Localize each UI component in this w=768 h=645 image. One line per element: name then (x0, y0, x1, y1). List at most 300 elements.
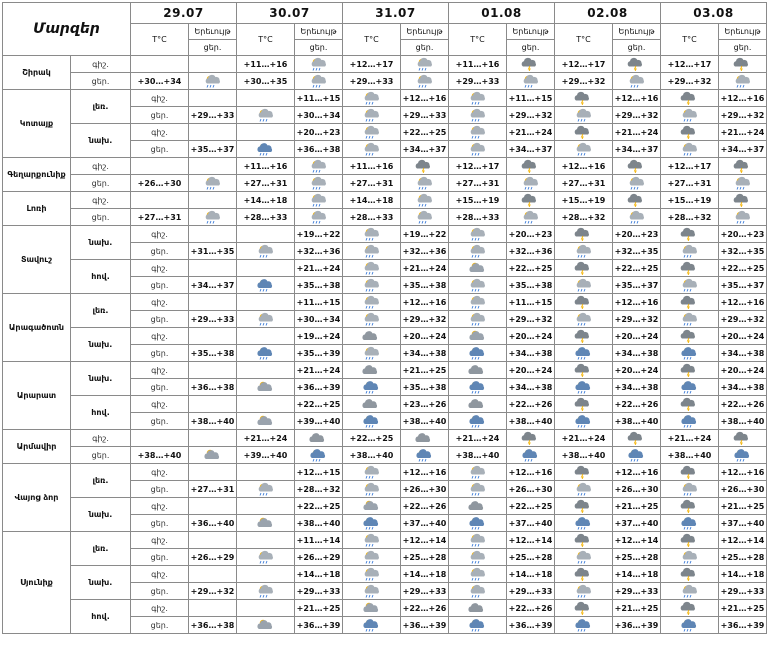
temperature-cell: +27…+31 (449, 175, 507, 192)
temperature-header: T°C (661, 24, 719, 56)
sun-cloud-rain-icon (467, 312, 489, 326)
weather-cell (449, 362, 507, 379)
weather-cell (555, 141, 613, 158)
weather-cell (555, 549, 613, 566)
weather-cell (449, 226, 507, 243)
temperature-cell: +15…+19 (555, 192, 613, 209)
cloud-thunder-icon (732, 193, 754, 207)
temperature-cell: +19…+24 (295, 328, 343, 345)
temperature-cell: +30…+34 (295, 107, 343, 124)
region-name: Սյունիք (3, 532, 71, 634)
temperature-cell: +38…+40 (401, 413, 449, 430)
cloud-icon (467, 363, 489, 377)
temperature-cell: +28…+33 (343, 209, 401, 226)
weather-cell (555, 413, 613, 430)
weather-cell (449, 328, 507, 345)
cloud-thunder-icon (626, 193, 648, 207)
temperature-cell: +39…+40 (237, 447, 295, 464)
sun-cloud-rain-icon (361, 227, 383, 241)
weather-cell (613, 56, 661, 73)
temperature-cell: +14…+18 (719, 566, 767, 583)
temperature-cell: +38…+40 (719, 413, 767, 430)
temperature-cell (189, 600, 237, 617)
daypart-label: ցեր. (131, 379, 189, 396)
weather-cell (507, 56, 555, 73)
weather-cell (661, 600, 719, 617)
temperature-cell: +34…+37 (719, 141, 767, 158)
temperature-cell: +21…+24 (613, 124, 661, 141)
sun-cloud-icon (467, 261, 489, 275)
temperature-cell: +39…+40 (295, 413, 343, 430)
daypart-label: գիշ. (71, 158, 131, 175)
zone-label: լեռ. (71, 464, 131, 498)
sun-cloud-rain-icon (679, 482, 701, 496)
temperature-cell: +26…+29 (295, 549, 343, 566)
table-row (3, 209, 767, 226)
temperature-cell: +36…+40 (189, 515, 237, 532)
cloud-thunder-icon (573, 91, 595, 105)
weather-cell (343, 294, 401, 311)
sun-cloud-rain-icon (467, 584, 489, 598)
cloud-thunder-icon (679, 91, 701, 105)
region-name: Արարատ (3, 362, 71, 430)
sun-cloud-rain-icon (361, 108, 383, 122)
weather-cell (237, 345, 295, 362)
weather-cell (295, 447, 343, 464)
temperature-cell: +34…+38 (719, 379, 767, 396)
cloud-thunder-icon (626, 159, 648, 173)
temperature-cell: +29…+33 (449, 73, 507, 90)
temperature-cell (131, 158, 189, 175)
temperature-cell: +29…+33 (613, 583, 661, 600)
temperature-cell (189, 566, 237, 583)
temperature-cell: +12…+17 (555, 56, 613, 73)
daypart-header: ցեր. (295, 40, 343, 56)
weather-cell (555, 90, 613, 107)
weather-cell (343, 379, 401, 396)
zone-label: նախ. (71, 566, 131, 600)
weather-cell (449, 396, 507, 413)
temperature-cell: +27…+31 (661, 175, 719, 192)
weather-cell (401, 447, 449, 464)
temperature-cell: +11…+16 (343, 158, 401, 175)
sun-cloud-icon (361, 601, 383, 615)
weather-cell (719, 158, 767, 175)
temperature-cell (189, 362, 237, 379)
weather-cell (719, 209, 767, 226)
daypart-label: գիշ. (131, 294, 189, 311)
temperature-cell: +34…+38 (613, 379, 661, 396)
cloud-thunder-icon (626, 57, 648, 71)
temperature-cell: +11…+14 (295, 532, 343, 549)
table-row (3, 430, 767, 447)
sun-cloud-icon (255, 380, 277, 394)
temperature-cell: +12…+16 (719, 464, 767, 481)
zone-label: լեռ. (71, 532, 131, 566)
sun-cloud-rain-icon (308, 176, 330, 190)
temperature-cell: +12…+16 (613, 464, 661, 481)
temperature-cell: +29…+33 (401, 107, 449, 124)
weather-cell (613, 73, 661, 90)
sun-cloud-rain-icon (573, 312, 595, 326)
temperature-cell: +22…+25 (295, 498, 343, 515)
sun-cloud-rain-icon (732, 210, 754, 224)
zone-label: նախ. (71, 498, 131, 532)
temperature-cell: +27…+31 (237, 175, 295, 192)
temperature-cell: +29…+33 (401, 583, 449, 600)
weather-cell (401, 158, 449, 175)
table-row (3, 90, 767, 107)
temperature-cell: +12…+16 (401, 464, 449, 481)
cloud-rain-icon (255, 278, 277, 292)
cloud-thunder-icon (573, 567, 595, 581)
weather-cell (343, 549, 401, 566)
date-header: 02.08 (555, 3, 661, 24)
weather-cell (449, 107, 507, 124)
weather-cell (449, 345, 507, 362)
weather-cell (295, 192, 343, 209)
daypart-label: գիշ. (71, 192, 131, 209)
daypart-header: ցեր. (613, 40, 661, 56)
sun-cloud-rain-icon (361, 261, 383, 275)
temperature-cell: +38…+40 (555, 447, 613, 464)
weather-cell (507, 175, 555, 192)
temperature-cell: +36…+38 (189, 617, 237, 634)
temperature-cell (189, 260, 237, 277)
temperature-cell: +27…+31 (189, 481, 237, 498)
cloud-thunder-icon (679, 125, 701, 139)
zone-label: լեռ. (71, 90, 131, 124)
cloud-rain-icon (255, 142, 277, 156)
sun-cloud-rain-icon (573, 142, 595, 156)
temperature-cell: +20…+23 (613, 226, 661, 243)
temperature-cell: +36…+39 (295, 617, 343, 634)
cloud-rain-icon (573, 618, 595, 632)
weather-cell (295, 158, 343, 175)
weather-cell (343, 311, 401, 328)
weather-cell (555, 243, 613, 260)
sun-cloud-icon (255, 414, 277, 428)
cloud-rain-icon (467, 516, 489, 530)
daypart-header: ցեր. (189, 40, 237, 56)
sun-cloud-rain-icon (202, 176, 224, 190)
weather-cell (343, 617, 401, 634)
temperature-cell: +28…+33 (449, 209, 507, 226)
weather-cell (661, 549, 719, 566)
temperature-cell: +12…+14 (613, 532, 661, 549)
weather-cell (343, 583, 401, 600)
temperature-cell (189, 532, 237, 549)
sun-cloud-rain-icon (361, 567, 383, 581)
cloud-icon (361, 363, 383, 377)
region-name: Գեղարքունիք (3, 158, 71, 192)
temperature-cell: +11…+15 (507, 90, 555, 107)
temperature-cell: +29…+33 (719, 583, 767, 600)
temperature-cell: +29…+32 (613, 311, 661, 328)
weather-cell (661, 481, 719, 498)
cloud-rain-icon (679, 618, 701, 632)
weather-cell (401, 209, 449, 226)
weather-cell (507, 447, 555, 464)
temperature-cell: +21…+24 (237, 430, 295, 447)
weather-cell (237, 549, 295, 566)
weather-cell (449, 566, 507, 583)
phenomenon-header: Երեւույթ (613, 24, 661, 40)
date-header: 31.07 (343, 3, 449, 24)
cloud-thunder-icon (520, 431, 542, 445)
temperature-cell: +19…+22 (295, 226, 343, 243)
temperature-cell: +20…+24 (719, 328, 767, 345)
sun-cloud-rain-icon (467, 91, 489, 105)
weather-cell (295, 175, 343, 192)
daypart-label: գիշ. (131, 464, 189, 481)
weather-cell (555, 379, 613, 396)
temperature-cell: +21…+25 (613, 600, 661, 617)
temperature-cell (189, 396, 237, 413)
sun-cloud-rain-icon (467, 465, 489, 479)
sun-cloud-icon (255, 516, 277, 530)
weather-cell (343, 498, 401, 515)
weather-cell (507, 192, 555, 209)
temperature-cell: +32…+36 (507, 243, 555, 260)
date-header: 29.07 (131, 3, 237, 24)
temperature-cell: +29…+32 (719, 107, 767, 124)
sun-cloud-rain-icon (467, 295, 489, 309)
sun-cloud-rain-icon (308, 74, 330, 88)
sun-cloud-icon (467, 329, 489, 343)
cloud-rain-icon (679, 414, 701, 428)
weather-cell (237, 600, 295, 617)
temperature-cell: +12…+16 (719, 90, 767, 107)
weather-cell (719, 430, 767, 447)
temperature-cell: +21…+25 (719, 600, 767, 617)
temperature-cell: +20…+24 (507, 362, 555, 379)
temperature-cell: +20…+24 (401, 328, 449, 345)
temperature-cell: +27…+31 (343, 175, 401, 192)
daypart-label: գիշ. (131, 260, 189, 277)
weather-cell (401, 73, 449, 90)
daypart-label: գիշ. (71, 56, 131, 73)
weather-cell (237, 481, 295, 498)
temperature-cell (189, 328, 237, 345)
table-row (3, 56, 767, 73)
daypart-label: ցեր. (131, 311, 189, 328)
weather-cell (237, 362, 295, 379)
temperature-cell: +20…+24 (613, 328, 661, 345)
weather-cell (189, 175, 237, 192)
daypart-label: ցեր. (131, 141, 189, 158)
region-name: Տավուշ (3, 226, 71, 294)
temperature-cell: +34…+38 (507, 345, 555, 362)
cloud-thunder-icon (520, 57, 542, 71)
sun-cloud-rain-icon (414, 210, 436, 224)
weather-cell (661, 124, 719, 141)
temperature-cell: +36…+38 (295, 141, 343, 158)
weather-cell (661, 566, 719, 583)
daypart-label: ցեր. (131, 549, 189, 566)
weather-cell (401, 175, 449, 192)
sun-cloud-rain-icon (467, 227, 489, 241)
weather-cell (555, 566, 613, 583)
temperature-cell: +35…+38 (401, 379, 449, 396)
daypart-header: ցեր. (719, 40, 767, 56)
temperature-cell: +21…+24 (555, 430, 613, 447)
temperature-cell: +20…+23 (507, 226, 555, 243)
phenomenon-header: Երեւույթ (401, 24, 449, 40)
cloud-thunder-icon (679, 567, 701, 581)
temperature-cell: +21…+25 (613, 498, 661, 515)
cloud-thunder-icon (573, 499, 595, 513)
table-row (3, 175, 767, 192)
temperature-cell: +29…+32 (555, 73, 613, 90)
temperature-cell: +20…+24 (507, 328, 555, 345)
weather-cell (449, 515, 507, 532)
weather-cell (555, 311, 613, 328)
weather-cell (555, 617, 613, 634)
weather-cell (343, 362, 401, 379)
temperature-cell (131, 192, 189, 209)
cloud-thunder-icon (520, 159, 542, 173)
weather-cell (343, 328, 401, 345)
weather-cell (343, 345, 401, 362)
sun-cloud-rain-icon (308, 57, 330, 71)
temperature-cell: +35…+38 (401, 277, 449, 294)
sun-cloud-rain-icon (679, 108, 701, 122)
weather-cell (189, 56, 237, 73)
temperature-cell: +25…+28 (613, 549, 661, 566)
cloud-thunder-icon (679, 295, 701, 309)
zone-label: հով. (71, 260, 131, 294)
weather-cell (237, 277, 295, 294)
weather-cell (661, 260, 719, 277)
cloud-thunder-icon (679, 465, 701, 479)
temperature-cell: +31…+35 (189, 243, 237, 260)
temperature-cell: +22…+26 (719, 396, 767, 413)
daypart-label: ցեր. (131, 277, 189, 294)
weather-cell (449, 379, 507, 396)
temperature-cell: +34…+37 (507, 141, 555, 158)
daypart-label: ցեր. (131, 345, 189, 362)
daypart-label: ցեր. (71, 73, 131, 90)
sun-cloud-rain-icon (467, 533, 489, 547)
temperature-cell: +20…+24 (613, 362, 661, 379)
cloud-rain-icon (520, 448, 542, 462)
weather-cell (661, 243, 719, 260)
temperature-cell: +25…+28 (719, 549, 767, 566)
temperature-cell: +28…+33 (237, 209, 295, 226)
temperature-cell: +29…+33 (507, 583, 555, 600)
region-name: Արմավիր (3, 430, 71, 464)
table-row (3, 124, 767, 141)
daypart-label: ցեր. (131, 107, 189, 124)
weather-cell (719, 192, 767, 209)
sun-cloud-rain-icon (573, 108, 595, 122)
weather-cell (343, 600, 401, 617)
temperature-cell: +12…+14 (401, 532, 449, 549)
weather-cell (449, 600, 507, 617)
sun-cloud-rain-icon (361, 312, 383, 326)
daypart-label: ցեր. (131, 515, 189, 532)
weather-cell (449, 277, 507, 294)
temperature-cell: +29…+33 (189, 311, 237, 328)
weather-cell (237, 328, 295, 345)
temperature-cell: +12…+16 (555, 158, 613, 175)
temperature-cell: +20…+23 (719, 226, 767, 243)
temperature-cell: +29…+32 (401, 311, 449, 328)
zone-label: նախ. (71, 328, 131, 362)
weather-cell (661, 277, 719, 294)
cloud-rain-icon (679, 516, 701, 530)
weather-cell (189, 430, 237, 447)
temperature-cell: +21…+25 (719, 498, 767, 515)
temperature-cell: +15…+19 (449, 192, 507, 209)
temperature-cell: +36…+39 (401, 617, 449, 634)
weather-cell (237, 90, 295, 107)
weather-cell (661, 498, 719, 515)
weather-cell (555, 396, 613, 413)
weather-cell (237, 311, 295, 328)
cloud-thunder-icon (520, 193, 542, 207)
sun-cloud-rain-icon (520, 210, 542, 224)
temperature-cell: +25…+28 (401, 549, 449, 566)
weather-cell (449, 464, 507, 481)
weather-cell (449, 124, 507, 141)
temperature-cell: +26…+30 (613, 481, 661, 498)
table-row (3, 498, 767, 515)
cloud-rain-icon (361, 618, 383, 632)
weather-cell (555, 464, 613, 481)
weather-cell (237, 617, 295, 634)
table-row (3, 260, 767, 277)
cloud-icon (361, 329, 383, 343)
sun-cloud-rain-icon (520, 74, 542, 88)
sun-cloud-rain-icon (361, 465, 383, 479)
sun-cloud-rain-icon (361, 346, 383, 360)
weather-cell (661, 362, 719, 379)
weather-cell (555, 600, 613, 617)
cloud-thunder-icon (573, 125, 595, 139)
temperature-cell: +21…+24 (661, 430, 719, 447)
sun-cloud-rain-icon (679, 142, 701, 156)
daypart-label: ցեր. (71, 175, 131, 192)
sun-cloud-rain-icon (626, 176, 648, 190)
sun-cloud-rain-icon (308, 159, 330, 173)
sun-cloud-rain-icon (467, 142, 489, 156)
weather-cell (555, 515, 613, 532)
weather-cell (449, 260, 507, 277)
weather-cell (555, 345, 613, 362)
sun-cloud-icon (361, 499, 383, 513)
sun-cloud-rain-icon (520, 176, 542, 190)
temperature-cell: +11…+16 (237, 56, 295, 73)
daypart-label: գիշ. (131, 124, 189, 141)
region-name: Լոռի (3, 192, 71, 226)
temperature-cell: +32…+35 (613, 243, 661, 260)
temperature-cell: +29…+33 (189, 107, 237, 124)
cloud-rain-icon (361, 380, 383, 394)
weather-cell (237, 532, 295, 549)
temperature-cell: +28…+32 (295, 481, 343, 498)
sun-cloud-rain-icon (679, 312, 701, 326)
sun-cloud-rain-icon (467, 482, 489, 496)
temperature-cell (189, 226, 237, 243)
daypart-label: ցեր. (131, 583, 189, 600)
temperature-cell (189, 90, 237, 107)
sun-cloud-rain-icon (361, 533, 383, 547)
temperature-cell: +15…+19 (661, 192, 719, 209)
weather-cell (343, 243, 401, 260)
weather-cell (661, 294, 719, 311)
